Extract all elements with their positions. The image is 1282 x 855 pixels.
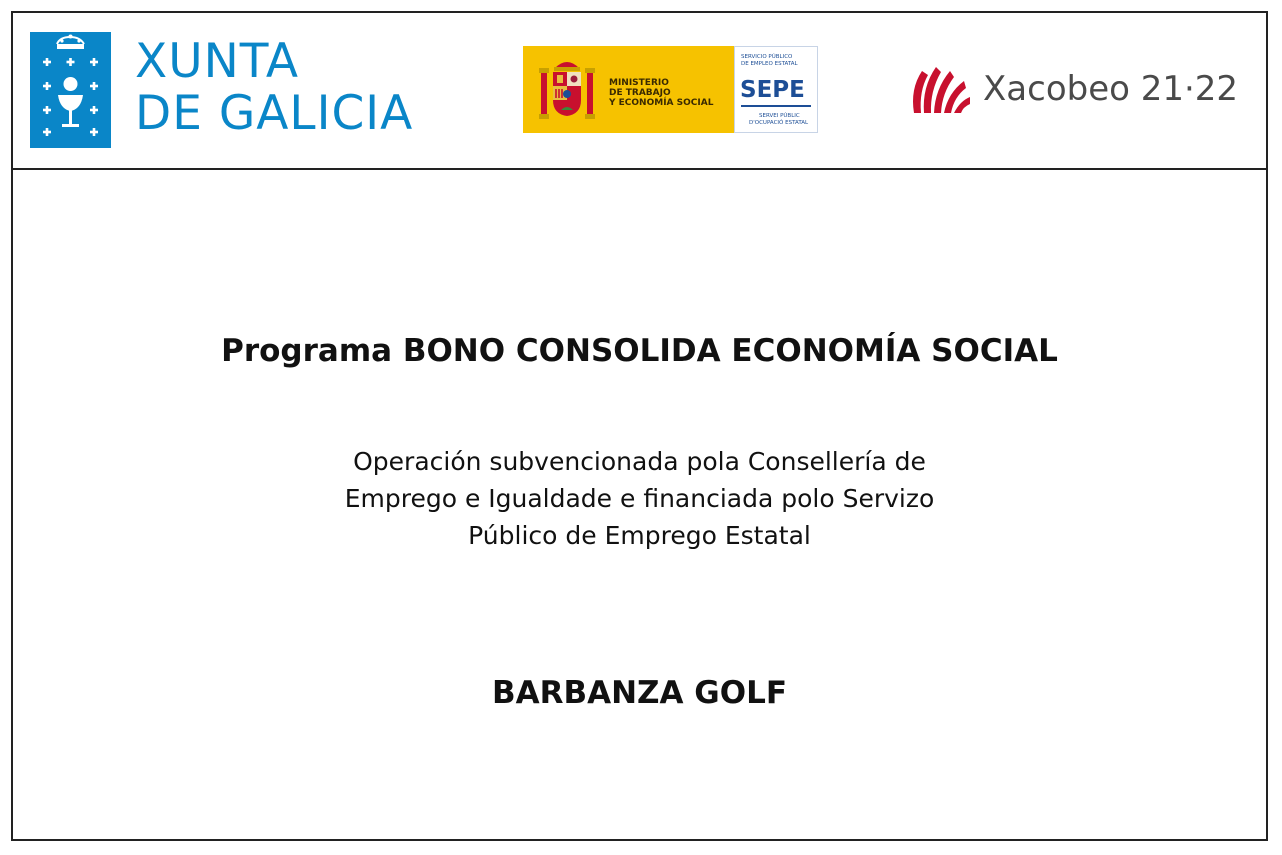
company-name: BARBANZA GOLF	[491, 675, 788, 711]
sepe-top-line2: DE EMPLEO ESTATAL	[741, 61, 798, 67]
xunta-crest-icon	[30, 32, 111, 148]
ministry-line2: DE TRABAJO	[609, 88, 671, 98]
ministry-logo	[523, 46, 734, 133]
ministry-line3: Y ECONOMÍA SOCIAL	[609, 98, 714, 108]
description-line: Público de Emprego Estatal	[468, 521, 811, 550]
xunta-line2: DE GALICIA	[135, 86, 414, 141]
header-divider	[13, 168, 1266, 170]
scallop-shell-icon	[908, 59, 972, 119]
program-title: Programa BONO CONSOLIDA ECONOMÍA SOCIAL	[221, 333, 1058, 369]
ministry-line1: MINISTERIO	[609, 78, 669, 88]
ministry-name	[609, 78, 713, 108]
xunta-logo-text	[135, 36, 413, 140]
program-description	[13, 443, 1266, 554]
sepe-bottom-line2: D'OCUPACIÓ ESTATAL	[749, 120, 809, 126]
description-line: Emprego e Igualdade e financiada polo Servizo	[344, 484, 935, 513]
sign-frame	[11, 11, 1268, 841]
xacobeo-logo-text: Xacobeo 21·22	[983, 69, 1239, 109]
sepe-acronym: SEPE	[740, 77, 805, 103]
sepe-top-line1: SERVICIO PÚBLICO	[741, 54, 793, 60]
sepe-logo	[734, 46, 818, 133]
sepe-bottom-line1: SERVEI PÚBLIC	[759, 113, 800, 119]
description-line: Operación subvencionada pola Consellería de	[353, 447, 926, 476]
xunta-line1: XUNTA	[135, 34, 299, 89]
sepe-underline	[741, 105, 811, 107]
spain-coat-of-arms-icon	[537, 54, 597, 126]
